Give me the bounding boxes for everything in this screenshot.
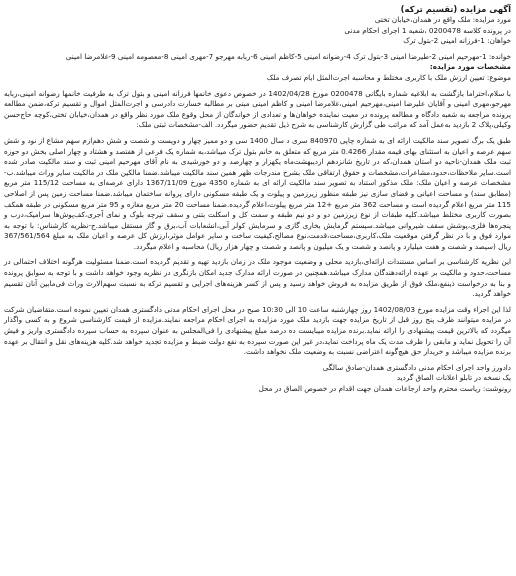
- auction-subject: مورد مزایده: ملک واقع در همدان،خیابان تختی: [374, 15, 511, 24]
- signature-line: دادورز واحد اجرای احکام مدنی دادگستری همدان-صادق سالگی: [322, 362, 511, 372]
- case-number-line: در پرونده کلاسه 0200478 ،شعبه 1 اجرای احکام مدنی: [344, 25, 511, 35]
- defendants-line: خوانده: 1-مهرحیم امینی 2-طیرضا امینی 3-بتول ترک 4-رضوانه امینی 5-کاظم امینی 6-ربابه مهرجو 7-مهری امینی 8-معصومه امینی 9-غلامرضا امینی: [65, 51, 511, 61]
- paragraph-expert-opinion: این نظریه کارشناسی بر اساس مستندات ارائه‌ای،بازدید محلی و وضعیت موجود ملک در زمان بازدید تهیه و تقدیم گردیده است.ضمنا مسئولیت هرگونه اختلاف احتمالی در مساحت،حدود و مالکیت بر عهده ارائه‌دهندگان مدارک میباشد.همچنین در صورت ارائه مدارک جدید امکان بازنگری در نظریه وجود خواهد داشت و با توجه به سوابق پرونده و بنا به درخواست ذینفع،ملک فوق از طریق مزایده به فروش خواهد رسید و پس از کسر هزینه‌های اجرایی و تقسیم ترکه به نسبت سهم‌الارث وراث فی‌مابین آنان تقسیم خواهد گردید.: [4, 257, 511, 299]
- paragraph-intro: با سلام،احتراما بازگشت به ابلاغیه شماره بایگانی 0200478 مورخ 1402/04/28 در خصوص دعوی خانمها فرزانه امینی و بتول ترک به طرفیت خانمها رضوانه امینی،ربابه مهرجو،مهری امینی و آقایان علیرضا امینی،مهرحیم امینی،غلامرضا امینی و کاظم امینی مبنی بر مطالبه خسارت دادرسی و اجرت‌المثل اموال و تقسیم ترکه،ضمن مطالعه پرونده مراجعه به شعبه دادگاه و مطالعه پرونده در معیت نماینده خواهان‌ها و تعدادی از خواندگان از محل وقوع ملک مورد نظر واقع در همدان،خیابان تختی،کوچه حاج‌حسن وکیلی،پلاک 2 بازدید به‌عمل آمد که مراتب طی گزارش کارشناسی به شرح ذیل تقدیم حضور میگردد. الف-مشخصات ثبتی ملک:: [4, 88, 511, 130]
- notice-title: آگهی مزایده (تقسیم ترکه): [400, 4, 511, 14]
- topic-line: موضوع: تعیین ارزش ملک با کاربری مختلط و محاسبه اجرت‌المثل ایام تصرف ملک: [266, 72, 511, 82]
- plaintiffs-line: خواهان: 1-فرزانه امینی 2-بتول ترک: [403, 36, 511, 46]
- specs-heading: مشخصات مورد مزایده:: [429, 62, 511, 72]
- copy-note: رونوشت: ریاست محترم واحد ارجاعات همدان جهت اقدام در خصوص الصاق در محل: [258, 384, 511, 393]
- paragraph-auction-terms: لذا این اجراء وقت مزایده مورخ 1402/08/03 روز چهارشنبه ساعت 10 الی 10:30 صبح در محل اجرای احکام مدنی دادگستری همدان تعیین نموده است.متقاضیان شرکت در مزایده میتوانند ظرف پنج روز قبل از تاریخ مزایده جهت بازدید ملک مورد مزایده به اجرای احکام مراجعه نمایند.مزایده از قیمت کارشناسی شروع و به کسی واگذار میگردد که بالاترین قیمت پیشنهادی را ارائه نماید.برنده مزایده میبایست ده درصد مبلغ پیشنهادی را فی‌المجلس به عنوان سپرده به حساب سپرده دادگستری واریز و فیش آن را تحویل نماید و مابقی را ظرف مدت یک ماه پرداخت نماید،در غیر این صورت سپرده به نفع دولت ضبط و مزایده تجدید خواهد شد.کلیه هزینه‌های نقل و انتقال بر عهده برنده مزایده میباشد و خریدار حق هیچ‌گونه اعتراضی نسبت به وضعیت ملک نخواهد داشت.: [4, 304, 511, 357]
- paragraph-property-details: طبق یک برگ تصویر سند مالکیت ارائه ای به شماره چاپی 840970 سری د سال 1400 سی و دو ممیز چهار و دویست و شصت و شش دهم‌ازم سهم مشاع از نود و شش سهم عرصه و اعیان به استثنای بهای قیمه مقدار 0.4266 متر مربع که متعلق به خانم بتول ترک میباشد،به شماره یک فرعی از هفتصد و هشتاد و چهار اصلی بخش دو حوزه ثبت ملک همدان-ناحیه دو استان همدان،که در تاریخ شانزدهم اردیبهشت‌ماه یکهزار و چهارصد و دو خورشیدی به نام آقای مهرحیم امینی ثبت و سند مالکیت صادر شده است.سایر ملاحظات،حدود،مشاعرات،مشخصات و حقوق ارتفاقی ملک بشرح مندرجات ظهر همین سند مالکیت میباشد.ضمنا مالکین ملک در مالکیت سایر وراث میباشد.ب-مشخصات عرصه و اعیان ملک: ملک مذکور استناد به تصویر سند مالکیت ارائه ای به شماره 4350 مورخ 1367/11/09 دارای عرصه‌ای به مساحت 115/12 متر مربع (مطابق سند) و مساحت اعیانی و فضای سازی نیز طبقه منظور زیرزمین و پیلوت و یک طبقه مسکونی دارای پروانه ساختمان میباشد.ضمنا مساحت زمین پس از اصلاحی 115 متر مربع اعلام گردیده است و مساحت 362 متر مربع +12 متر مربع پیلوت،اعلام گردیده.ضمنا مساحت 20 متر مربع مغازه و 95 متر مربع مسکونی در طبقه همکف بصورت کاربری مختلط میباشد.کلیه طبقات از نوع زیرزمین دو و دو نیم طبقه و سمت کل و اسکلت بتنی و سقف تیرچه بلوک و نمای آجری،کف‌پوش‌ها سرامیک،درب و پنجره‌ها فلزی،پوشش سقف شیروانی میباشد.سیستم گرمایش بخاری گازی و سرمایش کولر آبی،انشعابات آب،برق و گاز مستقل میباشد.ج-نظریه کارشناس: با توجه به موارد فوق و با در نظر گرفتن موقعیت ملک،کاربری،مساحت،قدمت،نوع مصالح،کیفیت ساخت و سایر عوامل موثر،ارزش کل عرصه و اعیان ملک به مبلغ 367/561/564 ریال (سیصد و شصت و هفت میلیارد و پانصد و شصت و یک میلیون و پانصد و شصت و چهار هزار ریال) محاسبه و اعلام میگردد.: [4, 135, 511, 251]
- posting-note: یک نسخه در تابلو اعلانات الصاق گردید: [396, 373, 511, 383]
